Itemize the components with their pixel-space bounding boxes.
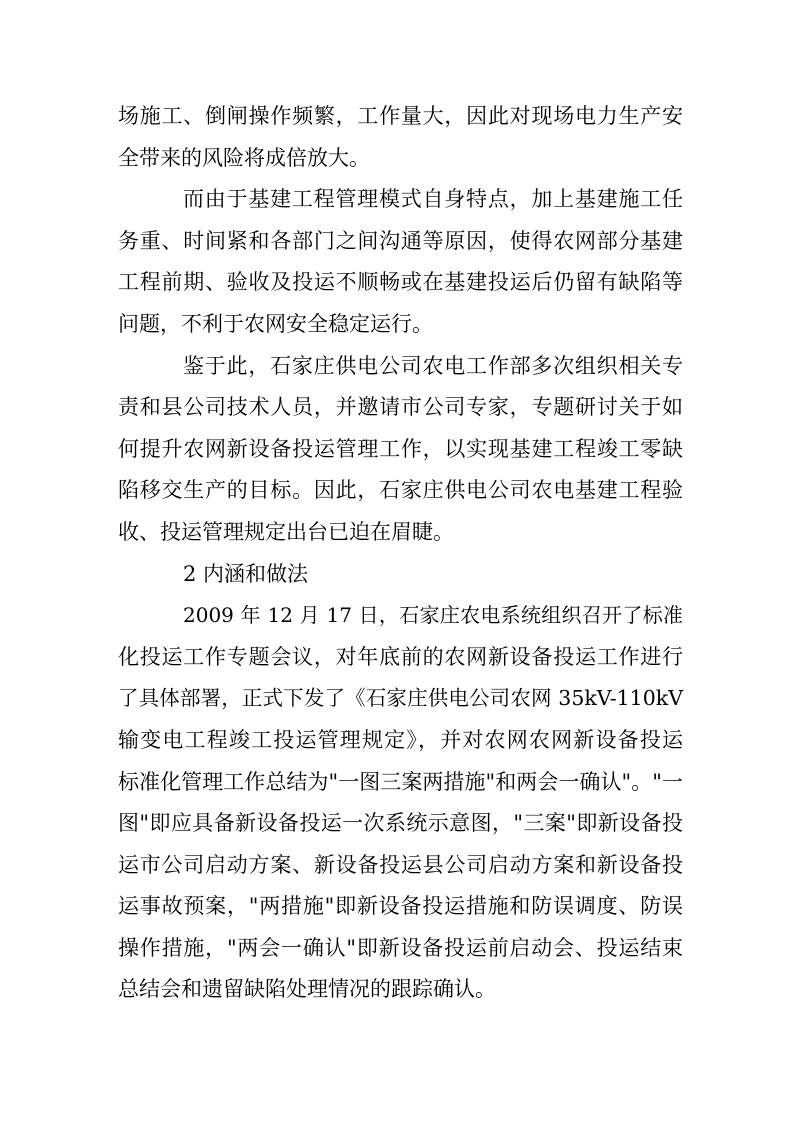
- text-line: 鉴于此，石家庄供电公司农电工作部多次组织相关专: [183, 353, 683, 378]
- text-line: 务重、时间紧和各部门之间沟通等原因，使得农网部分基建: [118, 228, 683, 253]
- text-line: 2 内涵和做法: [183, 561, 309, 586]
- text-line: 工程前期、验收及投运不顺畅或在基建投运后仍留有缺陷等: [118, 270, 683, 295]
- text-line: 总结会和遗留缺陷处理情况的跟踪确认。: [118, 977, 496, 1002]
- text-line: 运市公司启动方案、新设备投运县公司启动方案和新设备投: [118, 852, 683, 877]
- text-line: 全带来的风险将成倍放大。: [118, 145, 370, 170]
- paragraph: [118, 346, 683, 554]
- text-line: 操作措施，"两会一确认"即新设备投运前启动会、投运结束: [118, 935, 683, 960]
- text-line: 输变电工程竣工投运管理规定》，并对农网农网新设备投运: [118, 727, 683, 752]
- text-line: 陷移交生产的目标。因此，石家庄供电公司农电基建工程验: [118, 478, 683, 503]
- section-heading: [118, 554, 683, 596]
- text-line: 运事故预案，"两措施"即新设备投运措施和防误调度、防误: [118, 894, 683, 919]
- text-line: 了具体部署，正式下发了《石家庄供电公司农网 35kV-110kV: [118, 686, 683, 711]
- document-page: [118, 96, 683, 1011]
- text-line: 图"即应具备新设备投运一次系统示意图，"三案"即新设备投: [118, 811, 683, 836]
- paragraph: [118, 179, 683, 345]
- text-line: 何提升农网新设备投运管理工作，以实现基建工程竣工零缺: [118, 436, 683, 461]
- text-line: 而由于基建工程管理模式自身特点，加上基建施工任: [183, 187, 683, 212]
- text-line: 标准化管理工作总结为"一图三案两措施"和两会一确认"。"一: [118, 769, 683, 794]
- text-line: 收、投运管理规定出台已迫在眉睫。: [118, 519, 454, 544]
- text-line: 化投运工作专题会议，对年底前的农网新设备投运工作进行: [118, 644, 683, 669]
- text-line: 问题，不利于农网安全稳定运行。: [118, 311, 433, 336]
- text-line: 2009 年 12 月 17 日，石家庄农电系统组织召开了标准: [183, 603, 683, 628]
- paragraph: [118, 96, 683, 179]
- text-line: 责和县公司技术人员，并邀请市公司专家，专题研讨关于如: [118, 395, 683, 420]
- text-line: 场施工、倒闸操作频繁，工作量大，因此对现场电力生产安: [118, 104, 683, 128]
- paragraph: [118, 595, 683, 1011]
